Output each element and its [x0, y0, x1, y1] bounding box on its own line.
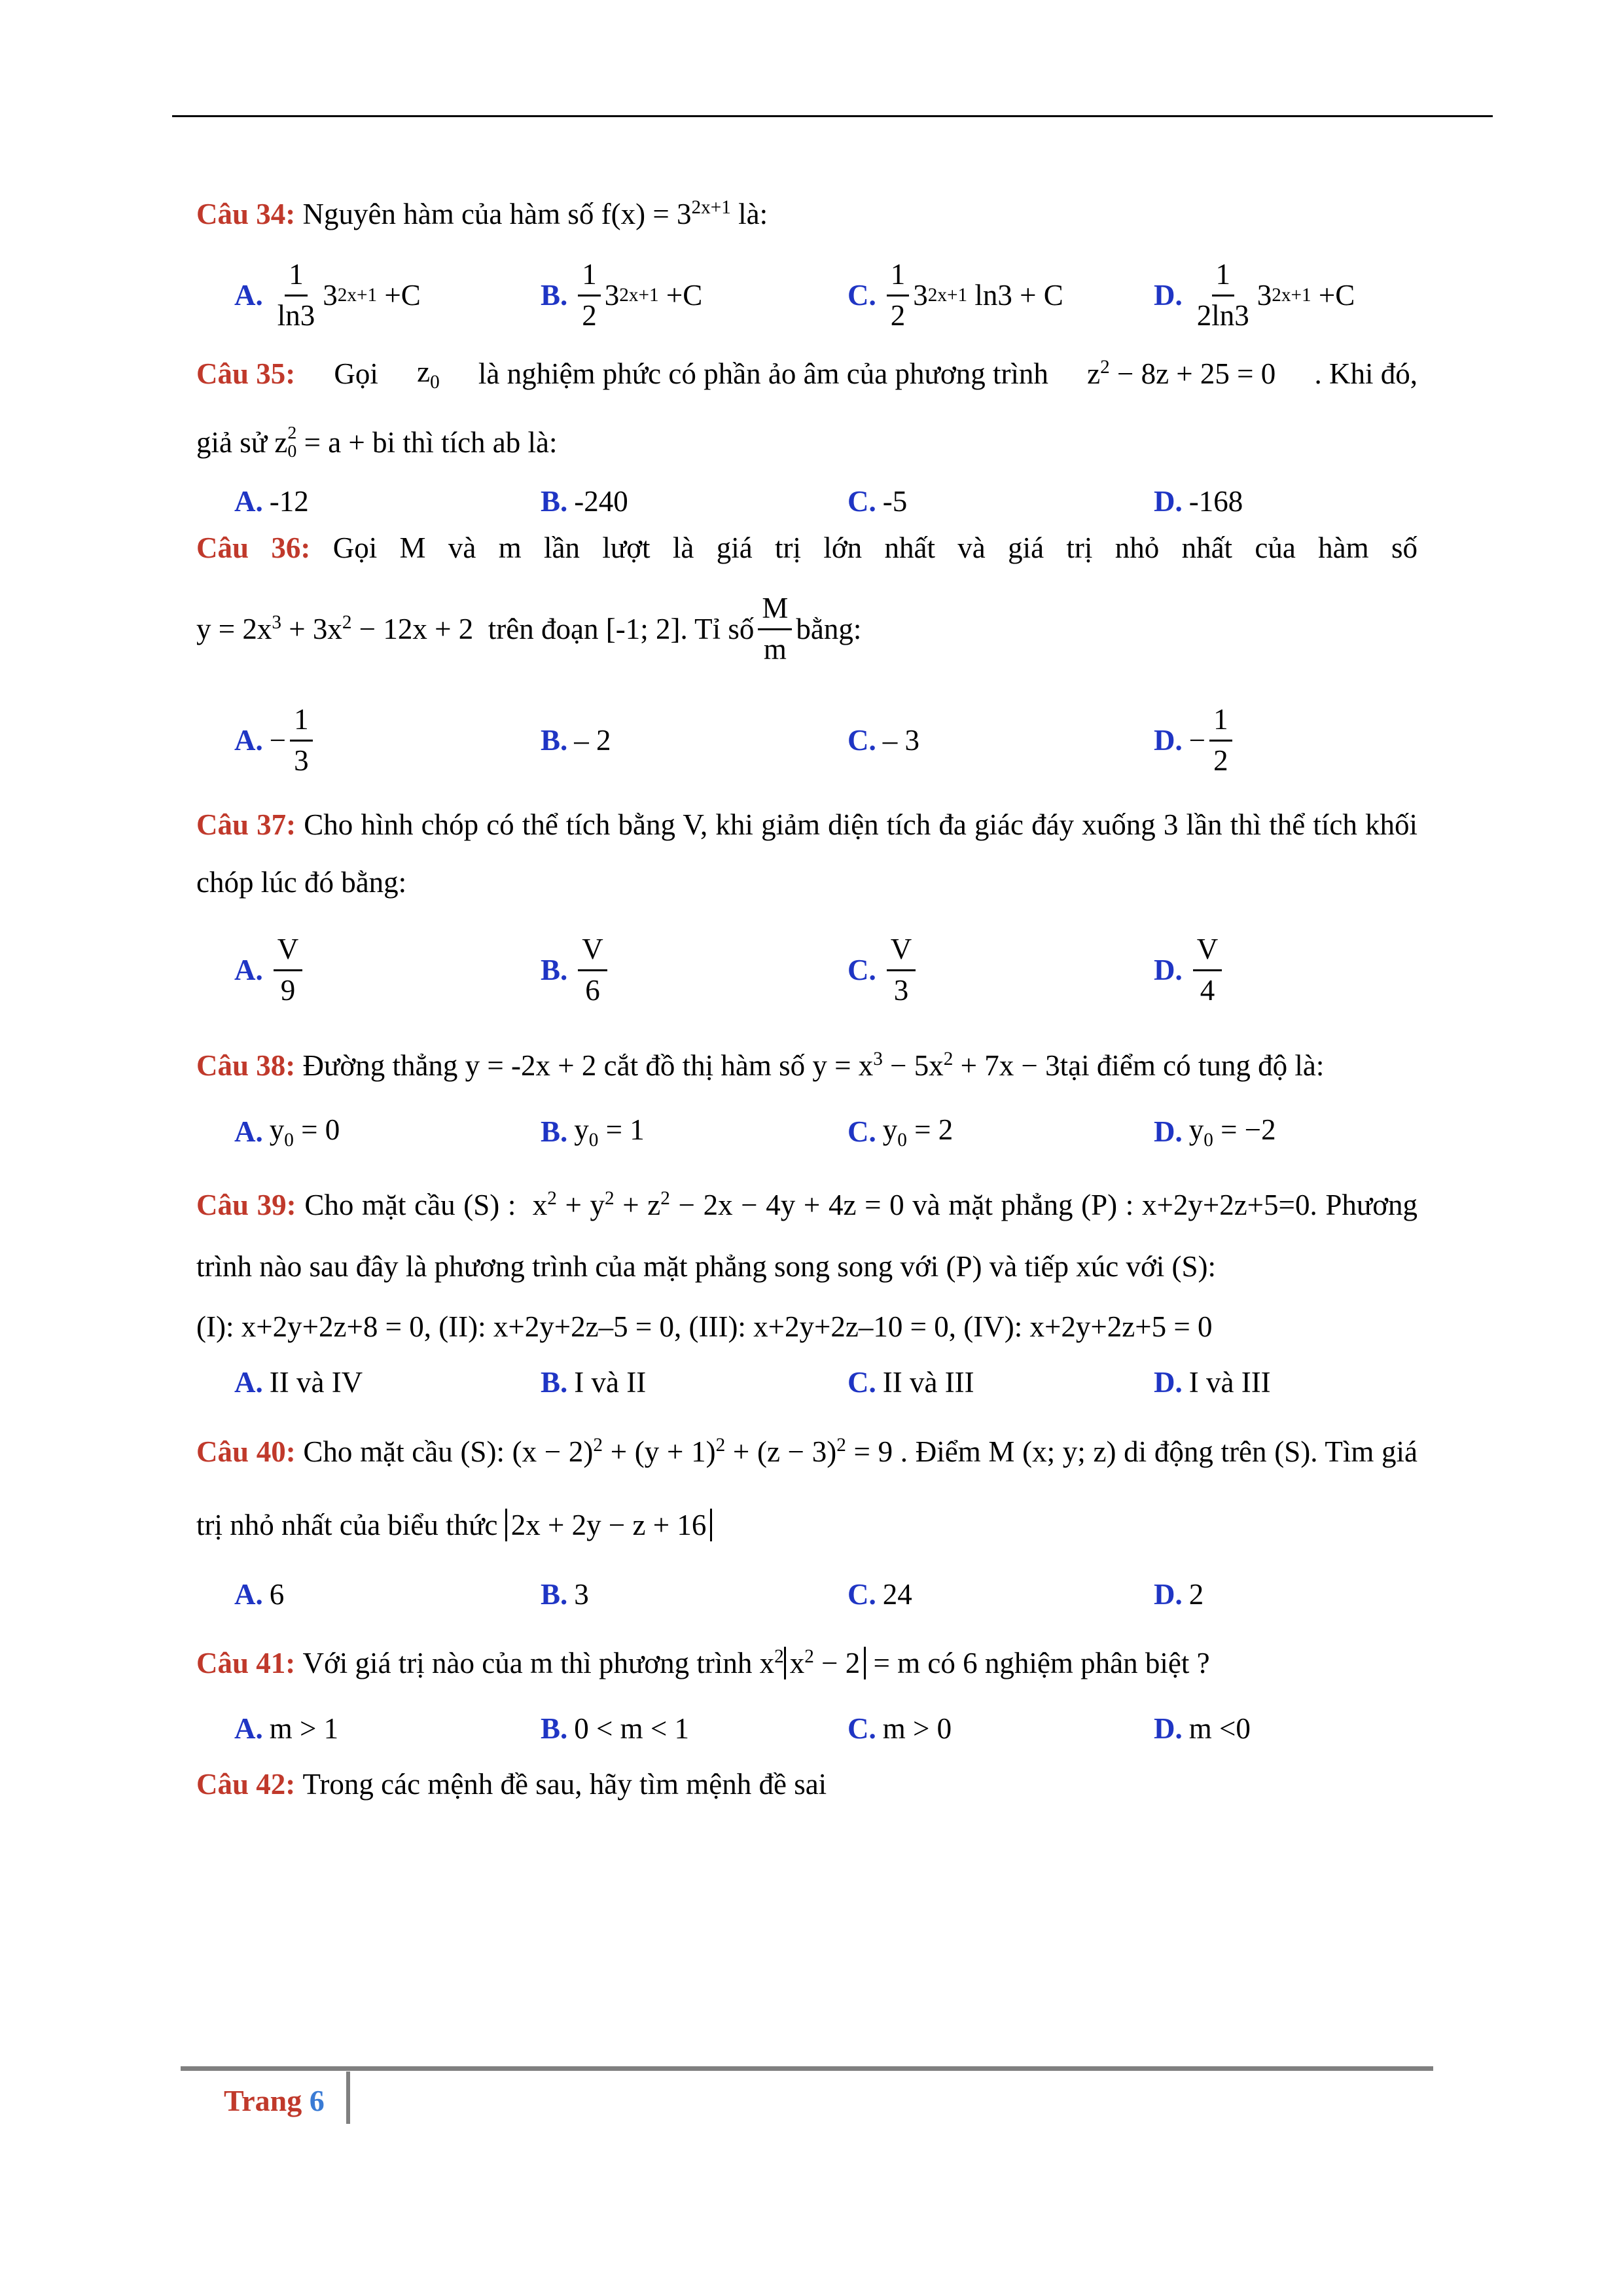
question-label: Câu 39:	[196, 1189, 296, 1221]
option-b[interactable]: B. $\frac{V}{6}$	[541, 911, 611, 1029]
fraction: $\frac{V}{3}$	[887, 934, 916, 1006]
question-36-line2: $y = 2x^3 + 3x^2 - 12x + 2$ trên đoạn [-1; 2]. Tỉ số $\frac{M}{m}$ bằng:	[196, 592, 862, 666]
page-content	[196, 194, 1418, 1810]
option-c[interactable]: C. 24	[847, 1578, 912, 1611]
question-40: Câu 40: Cho mặt cầu (S): $(x - 2)^2 + (y + 1)^2 + (z - 3)^2 = 9$ . Điểm M (x; y; z) di động trên (S). Tìm giá trị nhỏ nhất của biểu thức 2x + 2y − z + 16	[196, 1435, 1418, 1541]
question-36: Câu 36: Gọi M và m lần lượt là giá trị lớn nhất và giá trị nhỏ nhất của hàm số	[196, 531, 1418, 564]
option-d[interactable]: D. I và III	[1154, 1366, 1271, 1399]
absolute-value: 2x + 2y − z + 16	[505, 1509, 713, 1541]
options-35	[196, 475, 1418, 528]
question-39-list: (I): x+2y+2z+8 = 0, (II): x+2y+2z–5 = 0, (III): x+2y+2z–10 = 0, (IV): x+2y+2z+5 = 0	[196, 1310, 1213, 1343]
fraction: $\frac{1}{\ln 3}$	[277, 258, 315, 332]
question-35: Câu 35: Gọi $z_0$ là nghiệm phức có phần ảo âm của phương trình $z^2 - 8z + 25 = 0$ . Khi đó,	[196, 338, 1418, 410]
option-b[interactable]: B. I và II	[541, 1366, 647, 1399]
options-39	[196, 1356, 1418, 1408]
question-38: Câu 38: Đường thẳng y = -2x + 2 cắt đồ thị hàm số $y = x^3 - 5x^2 + 7x$ − 3tại điểm có tung độ là:	[196, 1049, 1325, 1082]
fraction: $\frac{1}{2\ln 3}$	[1196, 258, 1249, 332]
absolute-value: $x^2 - 2$	[784, 1647, 866, 1679]
question-42: Câu 42: Trong các mệnh đề sau, hãy tìm mệnh đề sai	[196, 1758, 1418, 1810]
question-34	[196, 194, 1418, 246]
option-a[interactable]: A. m > 1	[234, 1712, 339, 1745]
option-a[interactable]: A. − $\frac{1}{3}$	[234, 685, 317, 796]
option-c[interactable]: C. – 3	[847, 724, 919, 757]
question-39: Câu 39: Cho mặt cầu (S) : $x^2 + y^2 + z^2 - 2x - 4y + 4z = 0$ và mặt phẳng (P) : x+2y+2z+5=0. Phương trình nào sau đây là phương trình của mặt phẳng song song với (P) và tiếp xúc với (S):	[196, 1188, 1418, 1283]
option-a[interactable]: A. -12	[234, 485, 309, 518]
question-label: Câu 35:	[196, 357, 296, 390]
option-c[interactable]: C. m > 0	[847, 1712, 952, 1745]
question-label: Câu 36:	[196, 531, 311, 564]
fraction: $\frac{1}{3}$	[290, 704, 313, 776]
fraction: $\frac{V}{9}$	[274, 934, 303, 1006]
question-label: Câu 38:	[196, 1049, 296, 1082]
option-d[interactable]: D. − $\frac{1}{2}$	[1154, 685, 1236, 796]
option-b[interactable]: B. 3	[541, 1578, 589, 1611]
option-c[interactable]: C. $\frac{1}{2}$ 3 2x+1 ln3 + C	[847, 258, 1063, 332]
fraction: $\frac{V}{6}$	[578, 934, 607, 1006]
option-b[interactable]: B. -240	[541, 485, 628, 518]
question-41: Câu 41: Với giá trị nào của m thì phương trình $x^2$ $x^2 - 2 = m$ có 6 nghiệm phân biệt ?	[196, 1627, 1418, 1699]
page-number: Trang 6	[224, 2084, 325, 2117]
option-b[interactable]: B. $y_0 = 1$	[541, 1113, 645, 1151]
option-a[interactable]: A. 6	[234, 1578, 285, 1611]
question-label: Câu 34:	[196, 198, 296, 230]
fraction: $\frac{1}{2}$	[887, 259, 910, 331]
fraction: $\frac{1}{2}$	[578, 259, 601, 331]
footer-divider	[346, 2072, 350, 2124]
option-c[interactable]: C. $y_0 = 2$	[847, 1113, 954, 1151]
question-35-line2: giả sử z 2 0 = a + bi thì tích ab là:	[196, 423, 558, 461]
option-d[interactable]: D. -168	[1154, 485, 1243, 518]
option-c[interactable]: C. II và III	[847, 1366, 974, 1399]
option-a[interactable]: A. $\frac{1}{\ln 3}$ 3 2x+1 +C	[234, 258, 421, 332]
formula: $f(x) = 3^{2x+1}$	[601, 197, 731, 230]
options-38	[196, 1096, 1418, 1168]
fraction: $\frac{V}{4}$	[1193, 934, 1222, 1006]
options-37	[196, 911, 1418, 1029]
option-d[interactable]: D. m <0	[1154, 1712, 1251, 1745]
options-41	[196, 1699, 1418, 1758]
question-label: Câu 41:	[196, 1646, 296, 1679]
question-37: Câu 37: Cho hình chóp có thể tích bằng V, khi giảm diện tích đa giác đáy xuống 3 lần thì thể tích khối chóp lúc đó bằng:	[196, 808, 1418, 899]
option-d[interactable]: D. $y_0 = -2$	[1154, 1113, 1276, 1151]
fraction: $\frac{M}{m}$	[758, 593, 792, 665]
option-d[interactable]: D. $\frac{V}{4}$	[1154, 911, 1226, 1029]
header-rule	[172, 115, 1493, 117]
question-label: Câu 37:	[196, 808, 296, 841]
question-tail: là:	[738, 198, 768, 230]
option-d[interactable]: D. $\frac{1}{2\ln 3}$ 3 2x+1 +C	[1154, 258, 1355, 332]
option-b[interactable]: B. – 2	[541, 724, 611, 757]
question-label: Câu 42:	[196, 1767, 296, 1801]
option-a[interactable]: A. $\frac{V}{9}$	[234, 911, 306, 1029]
fraction: $\frac{1}{2}$	[1209, 704, 1232, 776]
footer-rule	[181, 2066, 1433, 2071]
option-b[interactable]: B. $\frac{1}{2}$ 3 2x+1 +C	[541, 258, 703, 332]
option-c[interactable]: C. $\frac{V}{3}$	[847, 911, 919, 1029]
option-d[interactable]: D. 2	[1154, 1578, 1204, 1611]
question-label: Câu 40:	[196, 1435, 296, 1468]
option-b[interactable]: B. 0 < m < 1	[541, 1712, 690, 1745]
option-a[interactable]: A. II và IV	[234, 1366, 363, 1399]
options-34	[196, 246, 1418, 344]
options-36	[196, 685, 1418, 796]
option-a[interactable]: A. $y_0 = 0$	[234, 1113, 340, 1151]
option-c[interactable]: C. -5	[847, 485, 908, 518]
question-text: Nguyên hàm của hàm số	[302, 198, 594, 230]
options-40	[196, 1562, 1418, 1627]
